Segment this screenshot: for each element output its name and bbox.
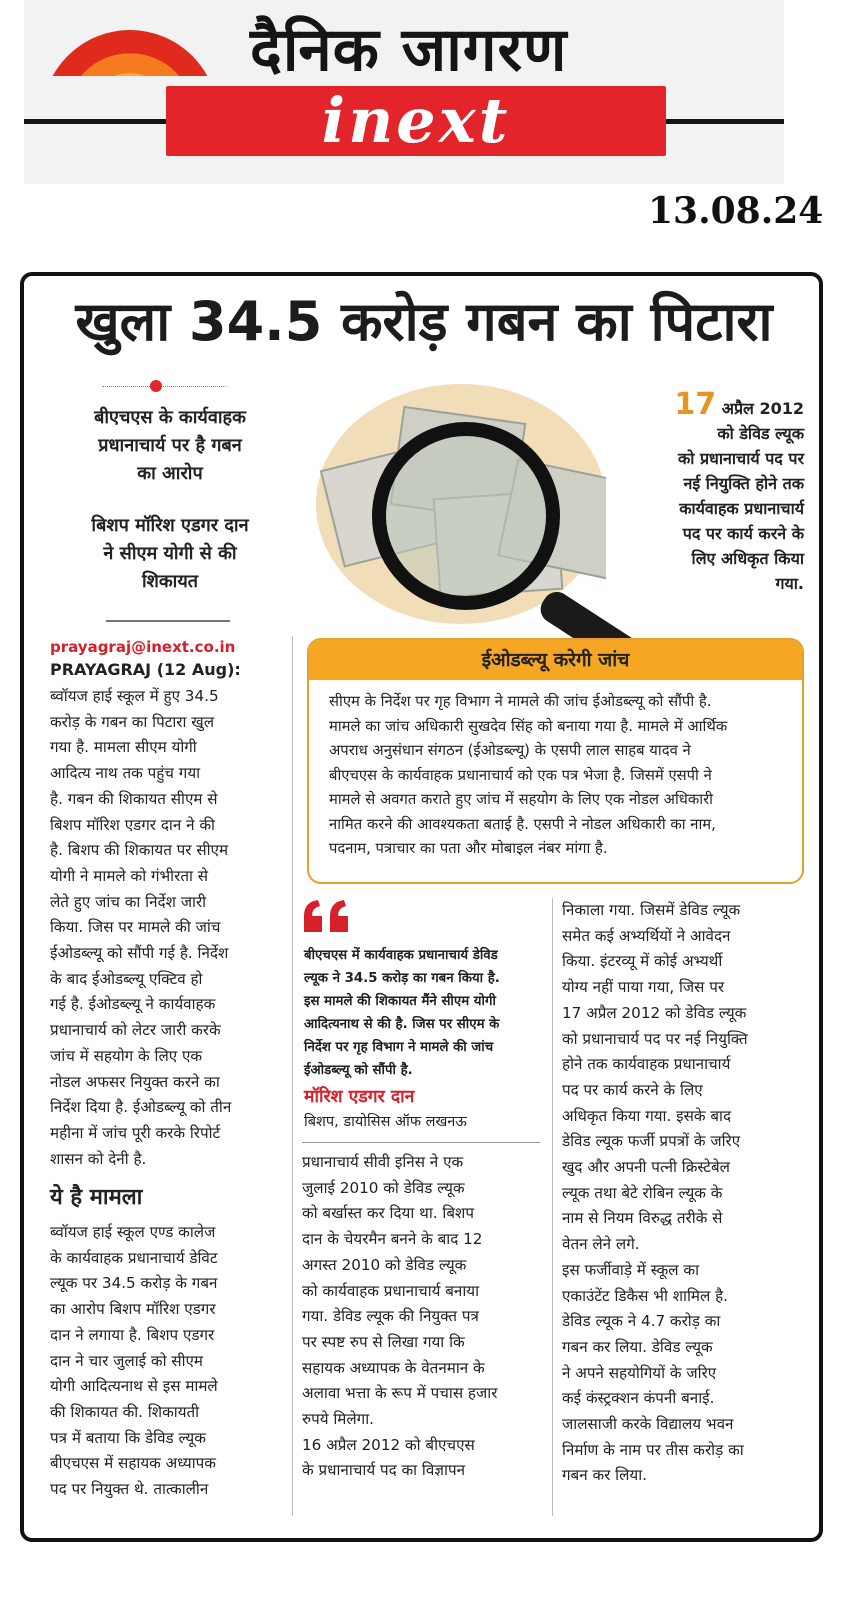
text-line: खुद और अपनी पत्नी क्रिस्टेबेल [562,1158,730,1177]
quote-icon [302,898,354,934]
column-1 [50,684,284,1172]
subhead-line: का आरोप [137,463,203,484]
text-line: प्रधानाचार्य को लेटर जारी करके [50,1021,221,1040]
text-line: को बर्खास्त कर दिया था. बिशप [302,1204,474,1223]
text-line: शासन को देनी है. [50,1149,147,1168]
quote-line: निर्देश पर गृह विभाग ने मामले की जांच [304,1040,494,1055]
text-line: पर स्पष्ट रुप से लिखा गया कि [302,1332,465,1351]
stat-callout [624,387,804,596]
stat-line: पद पर कार्य करने के [682,524,804,543]
stat-line: को प्रधानाचार्य पद पर [677,449,804,468]
text-line: गई है. ईओडब्ल्यू ने कार्यवाहक [50,995,216,1014]
text-line: मामले से अवगत कराते हुए जांच में सहयोग के लिए एक नोडल अधिकारी [329,791,713,808]
section-title: ये है मामला [50,1185,143,1210]
text-line: के कार्यवाहक प्रधानाचार्य डेविट [50,1248,218,1267]
quote-author-role: बिशप, डायोसिस ऑफ लखनऊ [304,1114,467,1130]
text-line: ईओडब्ल्यू को सौंपी गई है. निर्देश [50,944,229,963]
quote-author: मॉरिश एडगर दान [304,1087,415,1107]
text-line: महीना में जांच पूरी करके रिपोर्ट [50,1123,221,1142]
subhead-1 [56,404,284,488]
inext-logo [166,86,666,156]
stat-line: कार्यवाहक प्रधानाचार्य [679,499,804,518]
text-line: दान ने लगाया है. बिशप एडगर [50,1325,215,1344]
stat-line: को डेविड ल्यूक [717,424,804,443]
text-line: अलावा भत्ता के रूप में पचास हजार [302,1384,498,1403]
subhead-2 [56,512,284,596]
sun-logo-icon [42,30,218,76]
text-line: अपराध अनुसंधान संगठन (ईओडब्ल्यू) के एसपी लाल साहब यादव ने [329,742,691,759]
text-line: डेविड ल्यूक फर्जी प्रपत्रों के जरिए [562,1132,741,1151]
stat-line: गया. [775,574,804,593]
column-2 [302,1150,538,1484]
text-line: ब्वॉयज हाई स्कूल में हुए 34.5 [50,687,219,705]
text-line: जांच में सहयोग के लिए एक [50,1046,203,1065]
text-line: बीएचएस के कार्यवाहक प्रधानाचार्य को एक पत्र भेजा है. जिसमें एसपी ने [329,766,712,784]
text-line: पद पर नियुक्त थे. तात्कालीन [50,1480,209,1499]
text-line: को कार्यवाहक प्रधानाचार्य बनाया [302,1281,480,1300]
publication-date: 13.08.24 [648,190,824,232]
quote-line: इस मामले की शिकायत मैंने सीएम योगी [304,994,496,1009]
divider-dot-icon [150,380,162,392]
brand-hindi: दैनिक जागरण [250,15,568,85]
text-line: सीएम के निर्देश पर गृह विभाग ने मामले की जांच ईओडब्ल्यू को सौंपी है. [329,693,712,710]
text-line: लेते हुए जांच का निर्देश जारी [50,892,207,911]
text-line: एकाउंटेंट डिकैस भी शामिल है. [562,1286,729,1305]
text-line: करोड़ के गबन का पिटारा खुल [50,712,215,731]
text-line: गबन कर लिया. [562,1466,647,1485]
quote-line: ईओडब्ल्यू को सौंपी है. [304,1063,413,1078]
info-box-text [329,690,785,862]
subhead-line: प्रधानाचार्य पर है गबन [98,435,242,456]
magnifier-icon [372,422,560,610]
stat-line: अप्रैल 2012 [721,399,804,418]
text-line: डेविड ल्यूक ने 4.7 करोड़ का [562,1312,721,1331]
headline: खुला 34.5 करोड़ गबन का पिटारा [75,290,773,353]
text-line: जुलाई 2010 को डेविड ल्यूक [302,1178,465,1197]
text-line: ल्यूक तथा बेटे रोबिन ल्यूक के [562,1183,723,1202]
text-line: है. बिशप की शिकायत पर सीएम [50,841,229,860]
column-separator [552,898,553,1516]
text-line: सहायक अध्यापक के वेतनमान के [302,1358,485,1377]
text-line: योग्य नहीं पाया गया, जिस पर [562,978,725,997]
subhead-line: ने सीएम योगी से की [103,543,237,564]
stat-line: नई नियुक्ति होने तक [683,474,804,493]
text-line: 17 अप्रैल 2012 को डेविड ल्यूक [562,1003,747,1022]
text-line: 16 अप्रैल 2012 को बीएचएस [302,1435,475,1454]
quote-line: ल्यूक ने 34.5 करोड़ का गबन किया है. [304,971,500,986]
text-line: के बाद ईओडब्ल्यू एक्टिव हो [50,969,203,988]
column-separator [292,636,293,1516]
text-line: प्रधानाचार्य सीवी इनिस ने एक [302,1153,464,1171]
text-line: पद पर कार्य करने के लिए [562,1080,703,1099]
text-line: नोडल अफसर नियुक्त करने का [50,1072,220,1091]
text-line: निकाला गया. जिसमें डेविड ल्यूक [562,901,741,919]
text-line: पत्र में बताया कि डेविड ल्यूक [50,1428,206,1447]
text-line: किया. जिस पर मामले की जांच [50,918,221,937]
text-line: समेत कई अभ्यर्थियों ने आवेदन [562,926,731,945]
text-line: का आरोप बिशप मॉरिश एडगर [50,1300,216,1319]
text-line: गया. डेविड ल्यूक की नियुक्त पत्र [302,1307,479,1326]
text-line: नाम से नियम विरुद्ध तरीके से [562,1209,723,1228]
info-box-title: ईओडब्ल्यू करेगी जांच [309,640,802,680]
text-line: दान ने चार जुलाई को सीएम [50,1351,204,1370]
text-line: योगी ने मामले को गंभीरता से [50,866,209,885]
text-line: योगी आदित्यनाथ से इस मामले [50,1377,218,1396]
subhead-line: बिशप मॉरिश एडगर दान [91,515,249,536]
text-line: कई कंस्ट्रक्शन कंपनी बनाई. [562,1389,715,1408]
text-line: पदनाम, पत्राचार का पता और मोबाइल नंबर मांगा है. [329,840,608,857]
text-line: दान के चेयरमैन बनने के बाद 12 [302,1230,483,1249]
quote-line: आदित्यनाथ से की है. जिस पर सीएम के [304,1017,500,1032]
text-line: नामित करने की आवश्यकता बताई है. एसपी ने नोडल अधिकारी का नाम, [329,815,716,833]
text-line: निर्माण के नाम पर तीस करोड़ का [562,1440,744,1459]
text-line: अधिकृत किया गया. इसके बाद [562,1106,732,1125]
article-frame [20,272,823,1542]
text-line: को प्रधानाचार्य पद पर नई नियुक्ति [562,1029,748,1048]
text-line: बिशप मॉरिश एडगर दान ने की [50,815,215,834]
text-line: ब्वॉयज हाई स्कूल एण्ड कालेज [50,1223,216,1241]
inext-logo-text: inext [321,84,511,157]
text-line: ने अपने सहयोगियों के जरिए [562,1363,717,1382]
text-line: के प्रधानाचार्य पद का विज्ञापन [302,1461,466,1480]
text-line: आदित्य नाथ तक पहुंच गया [50,764,201,783]
text-line: की शिकायत की. शिकायती [50,1402,200,1421]
text-line: किया. इंटरव्यू में कोई अभ्यर्थी [562,952,723,971]
eow-info-box [307,638,804,884]
text-line: होने तक कार्यवाहक प्रधानाचार्य [562,1055,731,1074]
quote-line: बीएचएस में कार्यवाहक प्रधानाचार्य डेविड [304,948,498,963]
text-line: जालसाजी करके विद्यालय भवन [562,1415,734,1434]
text-line: है. गबन की शिकायत सीएम से [50,789,218,808]
text-line: इस फर्जीवाड़े में स्कूल का [562,1260,699,1279]
text-line: निर्देश दिया है. ईओडब्ल्यू को तीन [50,1098,232,1117]
text-line: गया है. मामला सीएम योगी [50,738,197,757]
text-line: अगस्त 2010 को डेविड ल्यूक [302,1255,467,1274]
column-3 [562,898,800,1489]
reporter-email[interactable]: prayagraj@inext.co.in [50,638,236,656]
text-line: रुपये मिलेगा. [302,1410,374,1429]
text-line: मामले का जांच अधिकारी सुखदेव सिंह को बनाया गया है. मामले में आर्थिक [329,717,728,735]
divider [102,386,226,387]
stat-line: लिए अधिकृत किया [691,549,804,568]
text-line: बीएचएस में सहायक अध्यापक [50,1454,216,1473]
text-line: वेतन लेने लगे. [562,1235,640,1254]
subhead-line: बीएचएस के कार्यवाहक [94,407,246,428]
text-line: ल्यूक पर 34.5 करोड़ के गबन [50,1274,218,1293]
column-1b [50,1220,284,1503]
text-line: गबन कर लिया. डेविड ल्यूक [562,1337,713,1356]
stat-number: 17 [674,387,717,422]
quote-separator [302,1142,540,1143]
dateline: PRAYAGRAJ (12 Aug): [50,660,241,679]
subhead-separator [106,620,230,622]
subhead-line: शिकायत [141,571,199,592]
quote-text [304,944,540,1082]
